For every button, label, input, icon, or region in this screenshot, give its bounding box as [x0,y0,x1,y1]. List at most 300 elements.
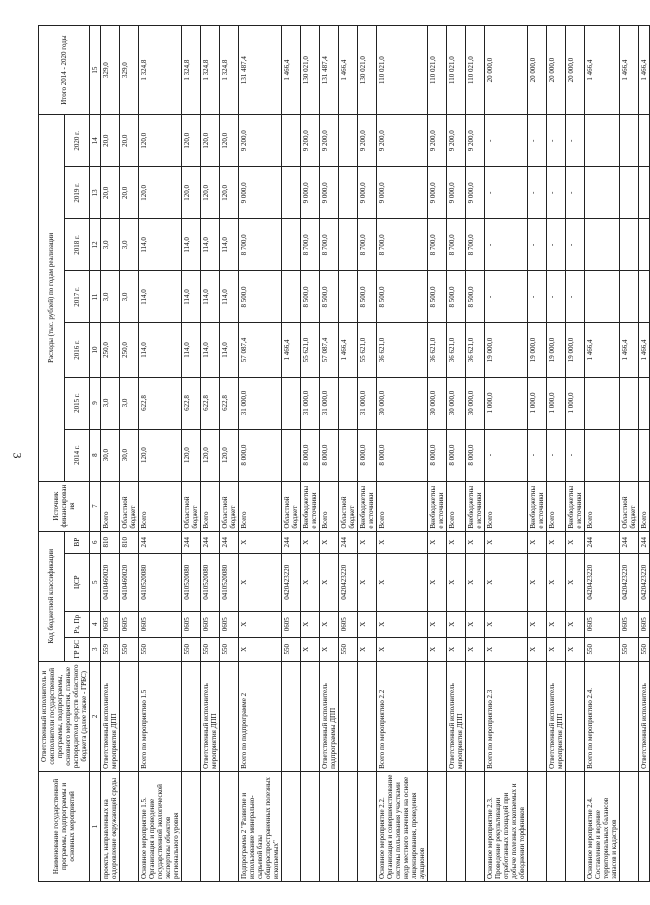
row-csr: X [320,553,339,611]
row-year-value: 55 621,0 [358,323,377,377]
row-csr: 0410460020 [120,553,139,611]
header-vr: ВР [64,531,90,553]
table-row [528,26,547,882]
row-grbs: X [301,637,320,661]
table-body [101,26,650,882]
row-year-value: 8 000,0 [377,429,428,481]
row-source: Всего [377,481,428,531]
table-row [620,26,639,882]
row-year-value: 114,0 [182,219,201,271]
table-header [39,26,101,882]
row-responsible: Всего по подпрограмме 2 [239,661,282,771]
row-responsible [220,661,239,771]
row-grbs: X [485,637,528,661]
row-source: Всего [139,481,182,531]
row-vr: X [320,531,339,553]
row-year-value: 250,0 [120,323,139,377]
row-csr: 0410520080 [182,553,201,611]
row-vr: X [466,531,485,553]
row-vr: X [239,531,282,553]
row-grbs: 550 [182,637,201,661]
row-year-value: 9 200,0 [239,115,282,167]
row-responsible [466,661,485,771]
row-total: 20 000,0 [528,26,547,115]
column-index: 2 [90,661,101,771]
table-row [339,26,358,882]
row-year-value [639,115,650,167]
row-rz: 0605 [182,611,201,637]
header-year: 2017 г. [64,271,90,323]
row-year-value: 9 000,0 [447,167,466,219]
row-csr: X [547,553,566,611]
header-source: Источник финансирования [39,481,90,531]
row-name: Подпрограмма 2 "Развитие и использование минерально-сырьевой базы общераспространенных полезных ископаемых" [239,771,282,881]
table-row [101,26,120,882]
row-rz: X [466,611,485,637]
row-grbs: 550 [620,637,639,661]
row-year-value: 120,0 [201,429,220,481]
row-year-value: 30,0 [120,429,139,481]
row-year-value: 19 000,0 [566,323,585,377]
row-total: 1 466,4 [639,26,650,115]
row-source: Всего [239,481,282,531]
row-source: Всего [320,481,339,531]
row-year-value: 120,0 [220,167,239,219]
table-row [566,26,585,882]
column-index: 5 [90,553,101,611]
row-year-value [620,219,639,271]
row-year-value: 8 000,0 [239,429,282,481]
row-year-value: 1 000,0 [566,377,585,429]
row-total: 110 021,0 [466,26,485,115]
row-year-value: 31 000,0 [358,377,377,429]
row-year-value: 114,0 [139,323,182,377]
row-year-value [585,115,620,167]
row-responsible [282,661,301,771]
row-grbs: X [239,637,282,661]
row-responsible: Ответственный исполнитель мероприятия ДПП [547,661,566,771]
table-row [301,26,320,882]
row-source: Всего [101,481,120,531]
row-year-value: 8 000,0 [447,429,466,481]
row-rz: 0605 [639,611,650,637]
row-year-value: 9 000,0 [428,167,447,219]
row-year-value: - [485,271,528,323]
row-responsible: Ответственный исполнитель подпрограммы ДПП [320,661,339,771]
row-year-value [620,167,639,219]
row-name: Основное мероприятие 1.5. Организация и проведение государственной экологической экспертизы объектов регионального уровня [139,771,182,881]
row-grbs: 550 [639,637,650,661]
row-csr: X [239,553,282,611]
table-row [466,26,485,882]
row-year-value: 30 000,0 [377,377,428,429]
row-year-value: 9 200,0 [320,115,339,167]
row-year-value: 120,0 [139,167,182,219]
row-responsible: Ответственный исполнитель мероприятия ДПП [201,661,220,771]
row-year-value: 120,0 [201,167,220,219]
row-year-value [639,219,650,271]
row-year-value [639,167,650,219]
row-grbs: X [447,637,466,661]
row-year-value: 114,0 [201,219,220,271]
row-year-value: 8 500,0 [239,271,282,323]
header-csr: ЦСР [64,553,90,611]
column-index: 15 [90,26,101,115]
row-year-value: 622,8 [182,377,201,429]
row-vr: X [547,531,566,553]
row-year-value [585,167,620,219]
row-year-value: 8 000,0 [466,429,485,481]
table-row [585,26,620,882]
row-total: 1 324,8 [220,26,239,115]
row-name [447,771,466,881]
row-year-value: 1 000,0 [485,377,528,429]
header-year: 2018 г. [64,219,90,271]
row-responsible: Ответственный исполнитель мероприятия ДПП [101,661,120,771]
table-row [547,26,566,882]
row-year-value: 8 500,0 [320,271,339,323]
row-source: Областной бюджет [120,481,139,531]
table-row [428,26,447,882]
row-name: проекты, направленных на оздоровление окружающей среды [101,771,120,881]
row-total: 110 021,0 [428,26,447,115]
row-vr: 244 [220,531,239,553]
row-year-value: - [566,271,585,323]
row-csr: 0410460020 [101,553,120,611]
row-rz: 0605 [139,611,182,637]
row-year-value: 9 000,0 [301,167,320,219]
row-csr: X [447,553,466,611]
row-rz: X [320,611,339,637]
row-year-value: 8 000,0 [428,429,447,481]
row-year-value: 8 700,0 [358,219,377,271]
row-source: Областной бюджет [220,481,239,531]
row-csr: 0410520080 [220,553,239,611]
row-year-value: 36 621,0 [428,323,447,377]
row-year-value: 19 000,0 [547,323,566,377]
row-name [528,771,547,881]
row-responsible [566,661,585,771]
row-total: 1 324,8 [182,26,201,115]
row-grbs: X [566,637,585,661]
row-year-value: - [485,167,528,219]
row-year-value: 30,0 [101,429,120,481]
row-year-value: 114,0 [182,271,201,323]
row-rz: X [447,611,466,637]
table-row [139,26,182,882]
row-year-value: 3,0 [101,219,120,271]
row-total: 130 021,0 [301,26,320,115]
column-index: 7 [90,481,101,531]
row-year-value: 9 000,0 [320,167,339,219]
row-year-value: 8 500,0 [377,271,428,323]
row-year-value: 8 000,0 [320,429,339,481]
row-source: Всего [201,481,220,531]
page-number: 3 [10,452,25,459]
table-row [639,26,650,882]
row-responsible [301,661,320,771]
row-year-value: 120,0 [139,115,182,167]
row-csr: X [466,553,485,611]
row-year-value: 8 000,0 [358,429,377,481]
row-year-value [639,271,650,323]
row-total: 1 466,4 [585,26,620,115]
row-year-value: 8 500,0 [358,271,377,323]
row-name [566,771,585,881]
row-grbs: 550 [120,637,139,661]
row-grbs: 550 [585,637,620,661]
row-year-value: 20,0 [120,115,139,167]
row-responsible [620,661,639,771]
row-total: 130 021,0 [358,26,377,115]
row-source: Внебюджетные источники [428,481,447,531]
header-year: 2015 г. [64,377,90,429]
row-year-value [282,377,301,429]
row-total: 329,0 [101,26,120,115]
row-vr: 244 [620,531,639,553]
table-row [239,26,282,882]
row-total: 1 324,8 [201,26,220,115]
row-total: 1 324,8 [139,26,182,115]
row-rz: X [358,611,377,637]
row-year-value: 120,0 [182,167,201,219]
row-source: Всего [485,481,528,531]
table-row [377,26,428,882]
row-year-value: - [485,429,528,481]
row-year-value: 622,8 [201,377,220,429]
row-grbs: 550 [282,637,301,661]
row-rz: 0605 [585,611,620,637]
row-csr: 0420423220 [620,553,639,611]
row-year-value: 622,8 [220,377,239,429]
row-csr: X [566,553,585,611]
row-csr: X [358,553,377,611]
header-budget-classification: Код бюджетной классификации [39,531,65,661]
row-year-value: 8 500,0 [428,271,447,323]
row-grbs: 550 [139,637,182,661]
column-index: 12 [90,219,101,271]
header-year: 2016 г. [64,323,90,377]
row-csr: 0420423220 [339,553,358,611]
row-year-value: 31 000,0 [239,377,282,429]
row-responsible: Всего по мероприятию 2.3 [485,661,528,771]
row-vr: X [528,531,547,553]
row-year-value [620,377,639,429]
row-year-value [620,271,639,323]
row-year-value [585,429,620,481]
row-grbs: 550 [201,637,220,661]
row-year-value: 3,0 [120,219,139,271]
table-row [220,26,239,882]
row-year-value: 3,0 [101,377,120,429]
row-total: 329,0 [120,26,139,115]
row-year-value [639,429,650,481]
row-year-value: 120,0 [220,429,239,481]
row-vr: 244 [585,531,620,553]
row-year-value: 20,0 [120,167,139,219]
row-rz: 0605 [201,611,220,637]
row-grbs: 550 [220,637,239,661]
row-grbs: X [320,637,339,661]
row-grbs: X [377,637,428,661]
header-year: 2020 г. [64,115,90,167]
row-year-value: - [547,219,566,271]
header-name: Наименование государственной программы, подпрограммы и основных мероприятий [39,771,90,881]
row-year-value [339,167,358,219]
row-rz: X [547,611,566,637]
row-year-value: - [547,167,566,219]
row-year-value: - [528,219,547,271]
row-source: Всего [585,481,620,531]
row-year-value: - [566,167,585,219]
row-vr: 244 [139,531,182,553]
row-name: Основное мероприятие 2.4. Составление и ведение территориальных балансов запасов и кадастров [585,771,620,881]
row-year-value: 9 000,0 [239,167,282,219]
column-index: 6 [90,531,101,553]
row-grbs: X [358,637,377,661]
row-name [120,771,139,881]
row-source: Внебюджетные источники [566,481,585,531]
row-vr: 244 [182,531,201,553]
row-source: Всего [547,481,566,531]
row-csr: 0420423220 [639,553,650,611]
row-year-value [282,115,301,167]
column-index: 1 [90,771,101,881]
row-source: Внебюджетные источники [528,481,547,531]
row-year-value: 1 466,4 [620,323,639,377]
row-grbs: X [428,637,447,661]
row-year-value: - [485,115,528,167]
row-year-value [620,429,639,481]
row-year-value: 9 200,0 [447,115,466,167]
row-name [182,771,201,881]
row-total: 1 466,4 [339,26,358,115]
row-name [358,771,377,881]
row-year-value: 3,0 [101,271,120,323]
row-year-value: 36 621,0 [447,323,466,377]
row-responsible [182,661,201,771]
row-year-value [282,429,301,481]
row-source: Областной бюджет [339,481,358,531]
row-name [220,771,239,881]
row-year-value: 30 000,0 [428,377,447,429]
row-year-value: 114,0 [220,323,239,377]
row-vr: X [358,531,377,553]
row-year-value: 9 000,0 [358,167,377,219]
row-name [466,771,485,881]
row-year-value: 114,0 [220,271,239,323]
row-responsible [428,661,447,771]
row-year-value: - [528,167,547,219]
row-name [547,771,566,881]
row-year-value [585,219,620,271]
row-year-value [339,429,358,481]
row-name [282,771,301,881]
row-year-value: 1 466,4 [639,323,650,377]
row-year-value: 30 000,0 [466,377,485,429]
row-rz: X [566,611,585,637]
header-responsible: Ответственный исполнитель и соисполнители государственной программы, подпрограммы, основного мероприятия, главные распорядители средств областного бюджета (далее также - ГРБС) [39,661,90,771]
row-name [339,771,358,881]
row-year-value: 114,0 [139,271,182,323]
row-rz: X [428,611,447,637]
row-rz: 0605 [620,611,639,637]
row-year-value: 622,8 [139,377,182,429]
row-csr: X [485,553,528,611]
table-row [182,26,201,882]
row-year-value: 8 000,0 [301,429,320,481]
column-index: 10 [90,323,101,377]
column-index: 3 [90,637,101,661]
row-year-value: 1 466,4 [585,323,620,377]
row-year-value: 30 000,0 [447,377,466,429]
budget-table [38,25,650,882]
row-source: Всего [639,481,650,531]
row-year-value: 8 700,0 [320,219,339,271]
row-year-value: - [485,219,528,271]
header-year: 2019 г. [64,167,90,219]
row-source: Областной бюджет [620,481,639,531]
row-vr: X [428,531,447,553]
row-year-value: 9 200,0 [466,115,485,167]
row-year-value [339,271,358,323]
row-year-value: 9 200,0 [428,115,447,167]
column-index: 8 [90,429,101,481]
row-year-value: 120,0 [220,115,239,167]
row-total: 110 021,0 [377,26,428,115]
row-total: 20 000,0 [566,26,585,115]
row-name: Основное мероприятие 2.3. Проведение рекультивации отработанных площадей при добыче полезных ископаемых и обводнении торфяников [485,771,528,881]
column-index: 11 [90,271,101,323]
row-year-value [585,377,620,429]
row-year-value: 120,0 [182,429,201,481]
row-grbs: 559 [101,637,120,661]
row-year-value: - [547,115,566,167]
row-year-value: 1 000,0 [547,377,566,429]
table-row [201,26,220,882]
row-year-value: - [547,271,566,323]
row-responsible: Ответственный исполнитель [639,661,650,771]
row-name [639,771,650,881]
table-row [447,26,466,882]
row-year-value: 114,0 [201,271,220,323]
row-responsible [528,661,547,771]
row-year-value: 9 000,0 [466,167,485,219]
row-total: 131 487,4 [239,26,282,115]
row-source: Всего [447,481,466,531]
row-rz: 0605 [339,611,358,637]
row-year-value: 9 200,0 [301,115,320,167]
row-responsible: Всего по мероприятию 2.4. [585,661,620,771]
row-total: 20 000,0 [485,26,528,115]
row-source: Внебюджетные источники [358,481,377,531]
row-year-value: 8 500,0 [301,271,320,323]
row-source: Внебюджетные источники [466,481,485,531]
row-rz: 0605 [120,611,139,637]
row-year-value: 20,0 [101,115,120,167]
row-year-value: 9 200,0 [358,115,377,167]
row-csr: X [528,553,547,611]
row-responsible [358,661,377,771]
row-year-value: - [566,115,585,167]
column-index: 4 [90,611,101,637]
row-name [201,771,220,881]
row-year-value: 36 621,0 [377,323,428,377]
row-vr: X [485,531,528,553]
row-rz: X [528,611,547,637]
row-vr: 810 [101,531,120,553]
row-year-value: 250,0 [101,323,120,377]
